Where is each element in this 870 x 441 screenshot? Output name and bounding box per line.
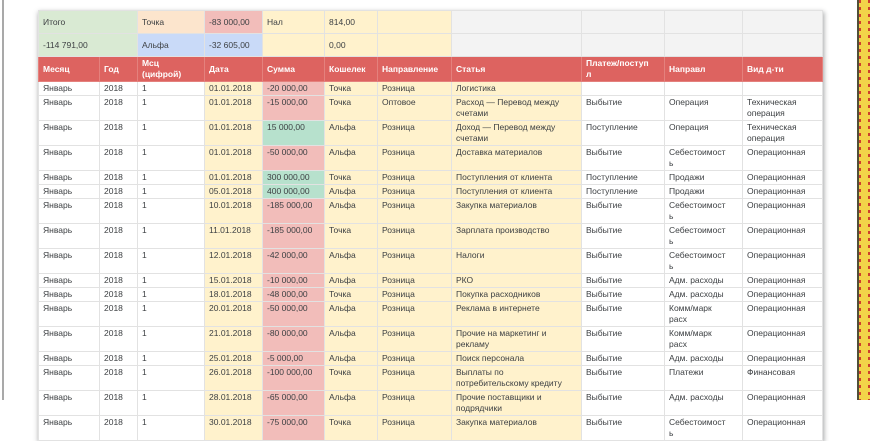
cell-amount[interactable]: -42 000,00: [263, 249, 325, 274]
summary-cell[interactable]: -83 000,00: [205, 11, 263, 34]
table-row: [39, 146, 823, 171]
cell-category[interactable]: Расход — Перевод между счетами: [452, 96, 582, 121]
table-row: [39, 391, 823, 416]
cell-date[interactable]: 21.01.2018: [205, 327, 263, 352]
cell-cost-group[interactable]: Адм. расходы: [665, 352, 743, 366]
cell-amount[interactable]: -100 000,00: [263, 366, 325, 391]
cell-amount[interactable]: 15 000,00: [263, 121, 325, 146]
cell-payment-type[interactable]: Выбытие: [582, 302, 665, 327]
cell-cost-group[interactable]: Платежи: [665, 366, 743, 391]
cell-year[interactable]: 2018: [100, 352, 138, 366]
cell-month[interactable]: Январь: [39, 121, 100, 146]
cell-cost-group[interactable]: Продажи: [665, 185, 743, 199]
cell-payment-type[interactable]: Выбытие: [582, 391, 665, 416]
cell-amount[interactable]: 400 000,00: [263, 185, 325, 199]
cell-month-number[interactable]: 1: [138, 416, 205, 441]
cell-payment-type[interactable]: Выбытие: [582, 327, 665, 352]
column-header-amount[interactable]: Сумма: [263, 57, 325, 82]
column-header-activity-type[interactable]: Вид д-ти: [743, 57, 823, 82]
cell-month[interactable]: Январь: [39, 391, 100, 416]
summary-cell[interactable]: [452, 11, 582, 34]
cell-date[interactable]: 11.01.2018: [205, 224, 263, 249]
cell-date[interactable]: 26.01.2018: [205, 366, 263, 391]
cell-date[interactable]: 05.01.2018: [205, 185, 263, 199]
cell-cost-group[interactable]: Операция: [665, 121, 743, 146]
cell-category[interactable]: Поиск персонала: [452, 352, 582, 366]
cell-direction[interactable]: Розница: [378, 416, 452, 441]
table-row: [39, 96, 823, 121]
cell-wallet[interactable]: Альфа: [325, 274, 378, 288]
cell-activity-type[interactable]: [743, 82, 823, 96]
cell-payment-type[interactable]: Выбытие: [582, 224, 665, 249]
summary-cell[interactable]: [743, 11, 823, 34]
summary-cell[interactable]: [378, 34, 452, 57]
cell-category[interactable]: Прочие поставщики и подрядчики: [452, 391, 582, 416]
cell-date[interactable]: 01.01.2018: [205, 171, 263, 185]
cell-cost-group[interactable]: Адм. расходы: [665, 288, 743, 302]
cell-year[interactable]: 2018: [100, 121, 138, 146]
summary-cell[interactable]: [582, 34, 665, 57]
summary-cell[interactable]: Точка: [138, 11, 205, 34]
cell-wallet[interactable]: Альфа: [325, 121, 378, 146]
cell-amount[interactable]: -20 000,00: [263, 82, 325, 96]
cell-activity-type[interactable]: Операционная: [743, 274, 823, 288]
cell-wallet[interactable]: Точка: [325, 288, 378, 302]
cell-wallet[interactable]: Альфа: [325, 327, 378, 352]
cell-activity-type[interactable]: Техническая операция: [743, 96, 823, 121]
cell-category[interactable]: РКО: [452, 274, 582, 288]
column-header-direction[interactable]: Направление: [378, 57, 452, 82]
cell-direction[interactable]: Розница: [378, 327, 452, 352]
cell-cost-group[interactable]: Комм/марк расх: [665, 327, 743, 352]
cell-month-number[interactable]: 1: [138, 327, 205, 352]
cell-month-number[interactable]: 1: [138, 171, 205, 185]
cell-month[interactable]: Январь: [39, 288, 100, 302]
cell-wallet[interactable]: Альфа: [325, 185, 378, 199]
cell-cost-group[interactable]: Себестоимость: [665, 199, 743, 224]
cell-date[interactable]: 01.01.2018: [205, 96, 263, 121]
cell-cost-group[interactable]: Операция: [665, 96, 743, 121]
cell-direction[interactable]: Розница: [378, 352, 452, 366]
cell-payment-type[interactable]: Выбытие: [582, 249, 665, 274]
cell-month[interactable]: Январь: [39, 249, 100, 274]
cell-cost-group[interactable]: Себестоимость: [665, 416, 743, 441]
cell-payment-type[interactable]: Поступление: [582, 185, 665, 199]
cell-month[interactable]: Январь: [39, 416, 100, 441]
cell-category[interactable]: Доставка материалов: [452, 146, 582, 171]
column-header-month-number[interactable]: Мсц (цифрой): [138, 57, 205, 82]
cell-month-number[interactable]: 1: [138, 199, 205, 224]
summary-cell[interactable]: 814,00: [325, 11, 378, 34]
cell-month-number[interactable]: 1: [138, 96, 205, 121]
cell-payment-type[interactable]: Поступление: [582, 171, 665, 185]
sheet-body: [39, 11, 823, 441]
cell-payment-type[interactable]: Выбытие: [582, 96, 665, 121]
cell-amount[interactable]: -15 000,00: [263, 96, 325, 121]
cell-direction[interactable]: Розница: [378, 224, 452, 249]
cell-direction[interactable]: Розница: [378, 274, 452, 288]
table-row: [39, 171, 823, 185]
cell-payment-type[interactable]: Выбытие: [582, 352, 665, 366]
cell-activity-type[interactable]: Операционная: [743, 185, 823, 199]
cell-wallet[interactable]: Точка: [325, 82, 378, 96]
cell-month-number[interactable]: 1: [138, 224, 205, 249]
cell-amount[interactable]: -5 000,00: [263, 352, 325, 366]
cell-activity-type[interactable]: Операционная: [743, 352, 823, 366]
cell-month[interactable]: Январь: [39, 352, 100, 366]
summary-cell[interactable]: [665, 34, 743, 57]
cell-amount[interactable]: -10 000,00: [263, 274, 325, 288]
cell-year[interactable]: 2018: [100, 185, 138, 199]
cell-year[interactable]: 2018: [100, 416, 138, 441]
cell-year[interactable]: 2018: [100, 302, 138, 327]
cell-payment-type[interactable]: Выбытие: [582, 288, 665, 302]
cell-direction[interactable]: Розница: [378, 121, 452, 146]
cell-activity-type[interactable]: Операционная: [743, 146, 823, 171]
header-row: [39, 57, 823, 82]
summary-cell[interactable]: Итого: [39, 11, 138, 34]
cell-category[interactable]: Закупка материалов: [452, 199, 582, 224]
summary-cell[interactable]: 0,00: [325, 34, 378, 57]
cell-payment-type[interactable]: Поступление: [582, 121, 665, 146]
table-row: [39, 302, 823, 327]
cell-date[interactable]: 18.01.2018: [205, 288, 263, 302]
cell-amount[interactable]: -185 000,00: [263, 199, 325, 224]
cell-month[interactable]: Январь: [39, 171, 100, 185]
cell-activity-type[interactable]: Операционная: [743, 416, 823, 441]
table-row: [39, 288, 823, 302]
cell-date[interactable]: 25.01.2018: [205, 352, 263, 366]
cell-payment-type[interactable]: Выбытие: [582, 199, 665, 224]
cell-direction[interactable]: Розница: [378, 82, 452, 96]
table-row: [39, 249, 823, 274]
table-row: [39, 274, 823, 288]
cell-activity-type[interactable]: Операционная: [743, 302, 823, 327]
cell-cost-group[interactable]: Комм/марк расх: [665, 302, 743, 327]
cell-category[interactable]: Налоги: [452, 249, 582, 274]
cell-direction[interactable]: Розница: [378, 302, 452, 327]
cell-amount[interactable]: -50 000,00: [263, 146, 325, 171]
cell-direction[interactable]: Оптовое: [378, 96, 452, 121]
cell-cost-group[interactable]: Себестоимость: [665, 224, 743, 249]
summary-cell[interactable]: [743, 34, 823, 57]
cell-date[interactable]: 15.01.2018: [205, 274, 263, 288]
summary-cell[interactable]: [582, 11, 665, 34]
summary-cell[interactable]: [452, 34, 582, 57]
decorative-yellow-strip: [857, 0, 870, 400]
cell-amount[interactable]: -65 000,00: [263, 391, 325, 416]
cell-wallet[interactable]: Альфа: [325, 146, 378, 171]
cell-activity-type[interactable]: Операционная: [743, 327, 823, 352]
cell-month[interactable]: Январь: [39, 274, 100, 288]
column-header-year[interactable]: Год: [100, 57, 138, 82]
cell-date[interactable]: 10.01.2018: [205, 199, 263, 224]
cell-year[interactable]: 2018: [100, 199, 138, 224]
cell-direction[interactable]: Розница: [378, 171, 452, 185]
table-row: [39, 82, 823, 96]
window-left-edge: [2, 0, 4, 400]
cell-category[interactable]: Поступления от клиента: [452, 185, 582, 199]
cell-month-number[interactable]: 1: [138, 185, 205, 199]
summary-cell[interactable]: -32 605,00: [205, 34, 263, 57]
spreadsheet-table: [38, 10, 823, 441]
cell-activity-type[interactable]: Техническая операция: [743, 121, 823, 146]
cell-month[interactable]: Январь: [39, 185, 100, 199]
cell-activity-type[interactable]: Операционная: [743, 171, 823, 185]
cell-month-number[interactable]: 1: [138, 146, 205, 171]
summary-cell[interactable]: [665, 11, 743, 34]
cell-month-number[interactable]: 1: [138, 82, 205, 96]
cell-wallet[interactable]: Точка: [325, 366, 378, 391]
cell-year[interactable]: 2018: [100, 391, 138, 416]
cell-wallet[interactable]: Точка: [325, 416, 378, 441]
table-row: [39, 416, 823, 441]
cell-category[interactable]: Закупка материалов: [452, 416, 582, 441]
column-header-cost-group[interactable]: Направл: [665, 57, 743, 82]
cell-direction[interactable]: Розница: [378, 391, 452, 416]
table-row: [39, 224, 823, 249]
cell-month-number[interactable]: 1: [138, 302, 205, 327]
cell-year[interactable]: 2018: [100, 288, 138, 302]
table-row: [39, 185, 823, 199]
cell-activity-type[interactable]: Операционная: [743, 224, 823, 249]
summary-cell[interactable]: [378, 11, 452, 34]
cell-month[interactable]: Январь: [39, 146, 100, 171]
table-row: [39, 199, 823, 224]
table-row: [39, 121, 823, 146]
cell-wallet[interactable]: Альфа: [325, 249, 378, 274]
cell-year[interactable]: 2018: [100, 274, 138, 288]
cell-direction[interactable]: Розница: [378, 185, 452, 199]
cell-month[interactable]: Январь: [39, 224, 100, 249]
cell-activity-type[interactable]: Операционная: [743, 288, 823, 302]
cell-amount[interactable]: 300 000,00: [263, 171, 325, 185]
cell-wallet[interactable]: Точка: [325, 96, 378, 121]
summary-cell[interactable]: [263, 34, 325, 57]
cell-category[interactable]: Зарплата производство: [452, 224, 582, 249]
cell-month-number[interactable]: 1: [138, 352, 205, 366]
cell-payment-type[interactable]: [582, 82, 665, 96]
cell-wallet[interactable]: Альфа: [325, 199, 378, 224]
cell-category[interactable]: Реклама в интернете: [452, 302, 582, 327]
column-header-month[interactable]: Месяц: [39, 57, 100, 82]
cell-payment-type[interactable]: Выбытие: [582, 366, 665, 391]
cell-cost-group[interactable]: Продажи: [665, 171, 743, 185]
cell-month-number[interactable]: 1: [138, 366, 205, 391]
cell-year[interactable]: 2018: [100, 171, 138, 185]
cell-month[interactable]: Январь: [39, 366, 100, 391]
cell-month-number[interactable]: 1: [138, 288, 205, 302]
cell-date[interactable]: 28.01.2018: [205, 391, 263, 416]
cell-month[interactable]: Январь: [39, 96, 100, 121]
cell-category[interactable]: Покупка расходников: [452, 288, 582, 302]
cell-year[interactable]: 2018: [100, 366, 138, 391]
cell-activity-type[interactable]: Операционная: [743, 249, 823, 274]
cell-cost-group[interactable]: [665, 82, 743, 96]
cell-payment-type[interactable]: Выбытие: [582, 416, 665, 441]
cell-year[interactable]: 2018: [100, 146, 138, 171]
table-row: [39, 327, 823, 352]
cell-activity-type[interactable]: Финансовая: [743, 366, 823, 391]
cell-date[interactable]: 12.01.2018: [205, 249, 263, 274]
column-header-wallet[interactable]: Кошелек: [325, 57, 378, 82]
summary-row: [39, 11, 823, 34]
cell-month-number[interactable]: 1: [138, 391, 205, 416]
cell-year[interactable]: 2018: [100, 327, 138, 352]
column-header-category[interactable]: Статья: [452, 57, 582, 82]
cell-month[interactable]: Январь: [39, 302, 100, 327]
cell-wallet[interactable]: Точка: [325, 171, 378, 185]
summary-cell[interactable]: Альфа: [138, 34, 205, 57]
summary-cell[interactable]: -114 791,00: [39, 34, 138, 57]
cell-payment-type[interactable]: Выбытие: [582, 146, 665, 171]
cell-wallet[interactable]: Точка: [325, 224, 378, 249]
cell-category[interactable]: Выплаты по потребительскому кредиту: [452, 366, 582, 391]
cell-year[interactable]: 2018: [100, 249, 138, 274]
cell-cost-group[interactable]: Адм. расходы: [665, 391, 743, 416]
column-header-payment-type[interactable]: Платеж/поступл: [582, 57, 665, 82]
cell-month-number[interactable]: 1: [138, 274, 205, 288]
cell-date[interactable]: 01.01.2018: [205, 146, 263, 171]
cell-amount[interactable]: -50 000,00: [263, 302, 325, 327]
cell-direction[interactable]: Розница: [378, 288, 452, 302]
cell-cost-group[interactable]: Адм. расходы: [665, 274, 743, 288]
cell-activity-type[interactable]: Операционная: [743, 391, 823, 416]
cell-category[interactable]: Прочие на маркетинг и рекламу: [452, 327, 582, 352]
cell-category[interactable]: Поступления от клиента: [452, 171, 582, 185]
cell-date[interactable]: 30.01.2018: [205, 416, 263, 441]
cell-wallet[interactable]: Альфа: [325, 391, 378, 416]
cell-direction[interactable]: Розница: [378, 249, 452, 274]
summary-row: [39, 34, 823, 57]
cell-category[interactable]: Доход — Перевод между счетами: [452, 121, 582, 146]
cell-amount[interactable]: -80 000,00: [263, 327, 325, 352]
cell-year[interactable]: 2018: [100, 96, 138, 121]
cell-payment-type[interactable]: Выбытие: [582, 274, 665, 288]
cell-cost-group[interactable]: Себестоимость: [665, 146, 743, 171]
summary-cell[interactable]: Нал: [263, 11, 325, 34]
cell-month-number[interactable]: 1: [138, 249, 205, 274]
cell-category[interactable]: Логистика: [452, 82, 582, 96]
cell-date[interactable]: 01.01.2018: [205, 121, 263, 146]
cell-month[interactable]: Январь: [39, 327, 100, 352]
cell-cost-group[interactable]: Себестоимость: [665, 249, 743, 274]
cell-date[interactable]: 20.01.2018: [205, 302, 263, 327]
cell-amount[interactable]: -75 000,00: [263, 416, 325, 441]
cell-month[interactable]: Январь: [39, 199, 100, 224]
cell-month-number[interactable]: 1: [138, 121, 205, 146]
column-header-date[interactable]: Дата: [205, 57, 263, 82]
cell-date[interactable]: 01.01.2018: [205, 82, 263, 96]
table-row: [39, 352, 823, 366]
cell-direction[interactable]: Розница: [378, 366, 452, 391]
cell-year[interactable]: 2018: [100, 82, 138, 96]
cell-amount[interactable]: -48 000,00: [263, 288, 325, 302]
cell-year[interactable]: 2018: [100, 224, 138, 249]
cell-amount[interactable]: -185 000,00: [263, 224, 325, 249]
cell-direction[interactable]: Розница: [378, 199, 452, 224]
cell-activity-type[interactable]: Операционная: [743, 199, 823, 224]
cell-wallet[interactable]: Альфа: [325, 352, 378, 366]
cell-wallet[interactable]: Альфа: [325, 302, 378, 327]
table-row: [39, 366, 823, 391]
cell-month[interactable]: Январь: [39, 82, 100, 96]
cell-direction[interactable]: Розница: [378, 146, 452, 171]
